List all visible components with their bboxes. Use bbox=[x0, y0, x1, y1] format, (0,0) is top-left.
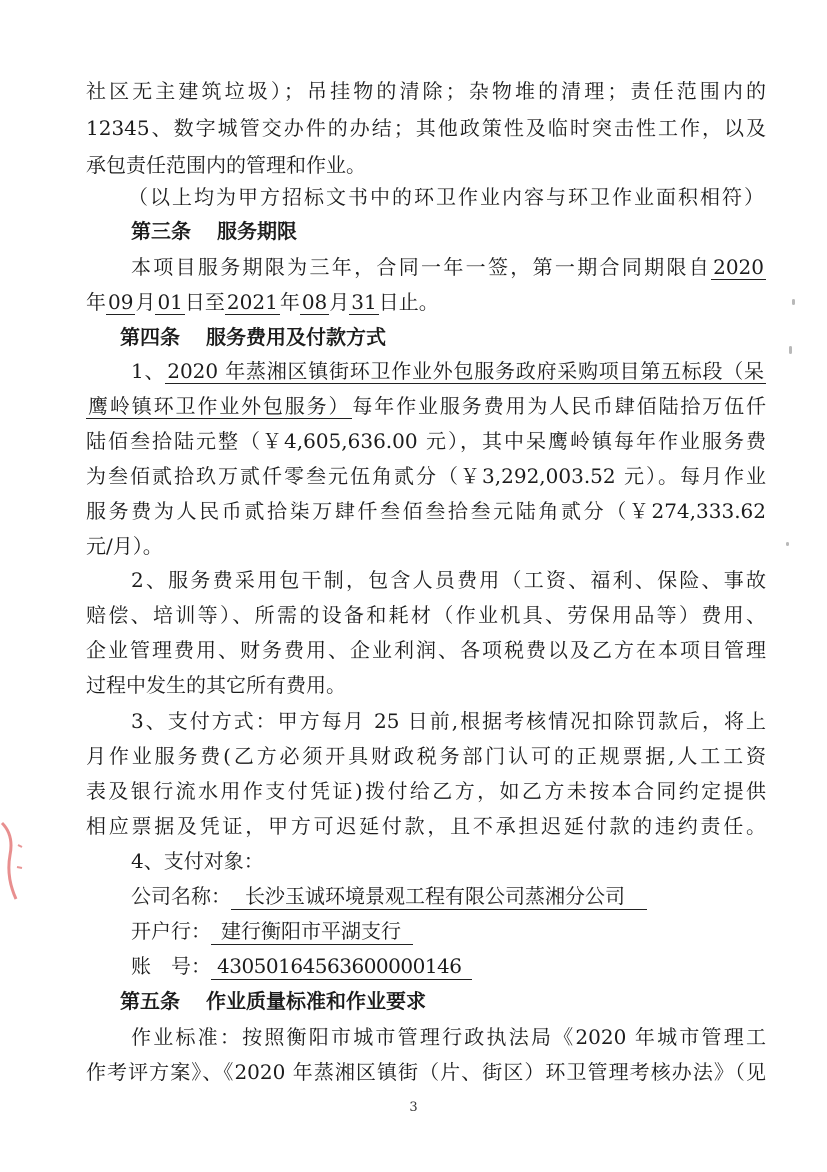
start-day: 01 bbox=[157, 290, 183, 314]
fee-text: 每年作业服务费用为人民币肆佰陆拾万伍仟 bbox=[352, 394, 766, 418]
article-title: 服务费用及付款方式 bbox=[206, 325, 386, 349]
end-day: 31 bbox=[351, 290, 377, 314]
body-line: 企业管理费用、财务费用、企业利润、各项税费以及乙方在本项目管理 bbox=[86, 638, 766, 662]
body-line: 社区无主建筑垃圾）；吊挂物的清除；杂物堆的清理；责任范围内的 bbox=[86, 79, 766, 103]
term-dates-line bbox=[86, 287, 766, 317]
page-number: 3 bbox=[409, 1100, 418, 1115]
body-line: 承包责任范围内的管理和作业。 bbox=[86, 153, 366, 177]
body-line: 相应票据及凭证，甲方可迟延付款，且不承担迟延付款的违约责任。 bbox=[86, 814, 766, 838]
text: 日止。 bbox=[378, 290, 439, 314]
end-year: 2021 bbox=[226, 290, 278, 314]
body-line: 陆佰叁拾陆元整（￥4,605,636.00 元），其中呆鹰岭镇每年作业服务费 bbox=[86, 429, 766, 453]
scan-speck bbox=[786, 542, 789, 546]
account-row bbox=[131, 951, 766, 981]
text: 月 bbox=[135, 290, 156, 314]
article-title: 作业质量标准和作业要求 bbox=[206, 989, 426, 1013]
text: 日至 bbox=[184, 290, 225, 314]
article-number: 第五条 bbox=[120, 989, 180, 1013]
article-number: 第四条 bbox=[120, 325, 180, 349]
article-number: 第三条 bbox=[131, 219, 191, 243]
body-line: 2、服务费采用包干制，包含人员费用（工资、福利、保险、事故 bbox=[131, 568, 766, 592]
body-line: 为叁佰贰拾玖万贰仟零叁元伍角贰分（￥3,292,003.52 元）。每月作业 bbox=[86, 464, 766, 488]
body-line: 服务费为人民币贰拾柒万肆仟叁佰叁拾叁元陆角贰分（￥274,333.62 bbox=[86, 499, 766, 523]
body-line: 月作业服务费(乙方必须开具财政税务部门认可的正规票据,人工工资 bbox=[86, 744, 766, 768]
company-label: 公司名称： bbox=[131, 884, 231, 908]
seal-stamp-fragment bbox=[0, 815, 26, 905]
body-line: 作业标准：按照衡阳市城市管理行政执法局《2020 年城市管理工 bbox=[131, 1025, 766, 1049]
project-name-cont: 鹰岭镇环卫作业外包服务） bbox=[88, 394, 351, 418]
article-4-heading bbox=[120, 322, 766, 352]
bank-value: 建行衡阳市平湖支行 bbox=[211, 918, 413, 945]
body-line: 作考评方案》、《2020 年蒸湘区镇街（片、街区）环卫管理考核办法》（见 bbox=[86, 1060, 766, 1084]
body-line: 12345、数字城管交办件的办结；其他政策性及临时突击性工作，以及 bbox=[86, 116, 766, 140]
start-month: 09 bbox=[108, 290, 134, 314]
scan-speck bbox=[789, 346, 792, 354]
account-label: 账 号： bbox=[131, 954, 211, 978]
project-name: 2020 年蒸湘区镇街环卫作业外包服务政府采购项目第五标段（呆 bbox=[167, 359, 764, 383]
body-line: 表及银行流水用作支付凭证)拨付给乙方，如乙方未按本合同约定提供 bbox=[86, 779, 766, 803]
scan-speck bbox=[792, 299, 795, 305]
body-line: 4、支付对象： bbox=[131, 849, 264, 873]
body-line: 过程中发生的其它所有费用。 bbox=[86, 673, 346, 697]
start-year: 2020 bbox=[713, 255, 764, 279]
text: 月 bbox=[329, 290, 350, 314]
body-line: 3、支付方式：甲方每月 25 日前,根据考核情况扣除罚款后，将上 bbox=[131, 709, 766, 733]
item-number: 1、 bbox=[131, 359, 166, 383]
body-line: 赔偿、培训等）、所需的设备和耗材（作业机具、劳保用品等）费用、 bbox=[86, 603, 766, 627]
article-title: 服务期限 bbox=[217, 219, 297, 243]
term-text: 本项目服务期限为三年，合同一年一签，第一期合同期限自 bbox=[131, 255, 712, 279]
bank-row bbox=[131, 916, 766, 946]
fee-line bbox=[131, 356, 766, 386]
end-month: 08 bbox=[301, 290, 328, 314]
company-row bbox=[131, 881, 766, 911]
account-value: 430501645636000001​46 bbox=[211, 953, 472, 980]
article-3-heading bbox=[131, 216, 766, 246]
article-5-heading bbox=[120, 986, 766, 1016]
fee-line bbox=[86, 391, 766, 421]
term-line bbox=[131, 252, 766, 282]
text: 年 bbox=[279, 290, 300, 314]
bank-label: 开户行： bbox=[131, 919, 211, 943]
text: 年 bbox=[86, 290, 106, 314]
body-line: 元/月）。 bbox=[86, 534, 163, 558]
note-line: （以上均为甲方招标文书中的环卫作业内容与环卫作业面积相符） bbox=[128, 185, 764, 209]
company-value: 长沙玉诚环境景观工程有限公司蒸湘分公司 bbox=[231, 883, 647, 910]
